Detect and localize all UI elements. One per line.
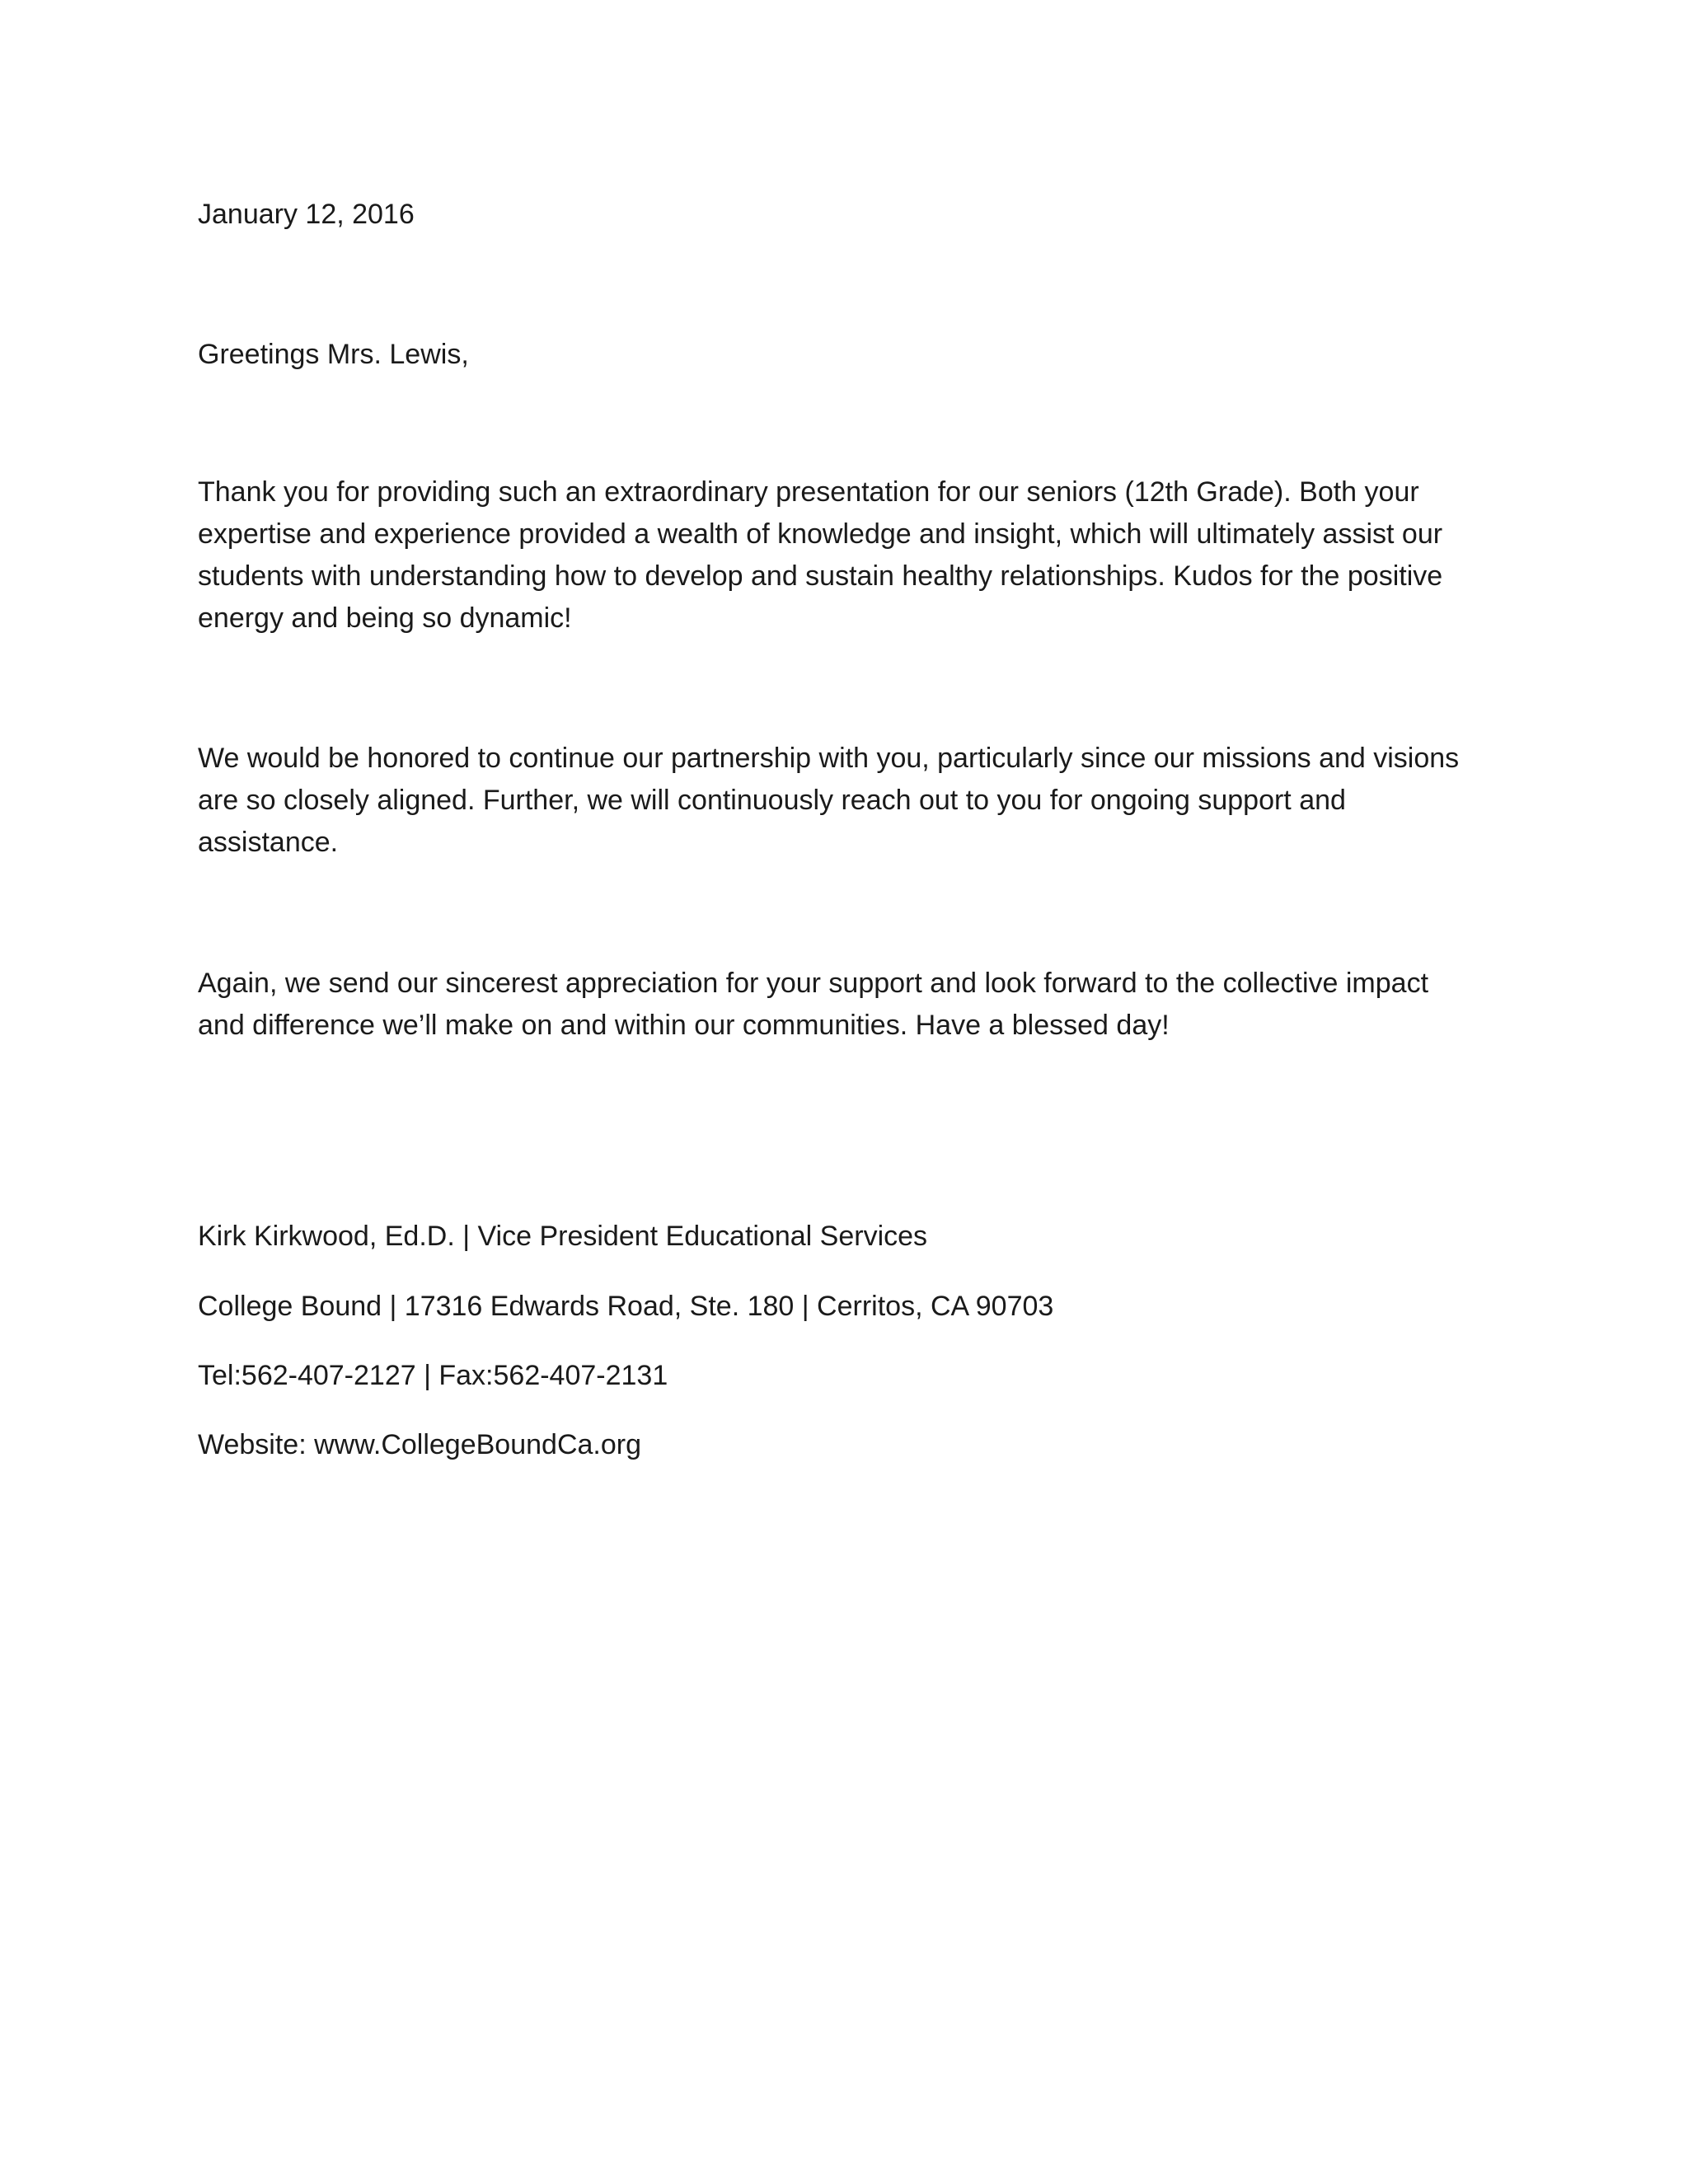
body-paragraph-1 — [198, 471, 1484, 640]
paragraph-line: assistance. — [198, 827, 339, 858]
body-paragraph-2 — [198, 738, 1484, 864]
letter-date: January 12, 2016 — [198, 199, 415, 230]
paragraph-line: expertise and experience provided a wealth of knowledge and insight, which will ultimately assist our — [198, 518, 1443, 550]
body-paragraph-3 — [198, 963, 1484, 1047]
letter-greeting: Greetings Mrs. Lewis, — [198, 339, 469, 370]
paragraph-line: are so closely aligned. Further, we will continuously reach out to you for ongoing support and — [198, 785, 1346, 816]
paragraph-line: students with understanding how to develop and sustain healthy relationships. Kudos for the positive — [198, 560, 1443, 592]
signature-org-address: College Bound | 17316 Edwards Road, Ste. 180 | Cerritos, CA 90703 — [198, 1291, 1054, 1322]
paragraph-line: energy and being so dynamic! — [198, 602, 572, 634]
signature-name-title: Kirk Kirkwood, Ed.D. | Vice President Educational Services — [198, 1221, 928, 1252]
paragraph-line: Thank you for providing such an extraordinary presentation for our seniors (12th Grade). Both your — [198, 476, 1419, 508]
paragraph-line: Again, we send our sincerest appreciation for your support and look forward to the collective impact — [198, 968, 1429, 999]
signature-phone-fax: Tel:562-407-2127 | Fax:562-407-2131 — [198, 1360, 668, 1391]
paragraph-line: We would be honored to continue our partnership with you, particularly since our missions and visions — [198, 743, 1460, 774]
paragraph-line: and difference we’ll make on and within our communities. Have a blessed day! — [198, 1010, 1170, 1041]
signature-website: Website: www.CollegeBoundCa.org — [198, 1429, 641, 1460]
